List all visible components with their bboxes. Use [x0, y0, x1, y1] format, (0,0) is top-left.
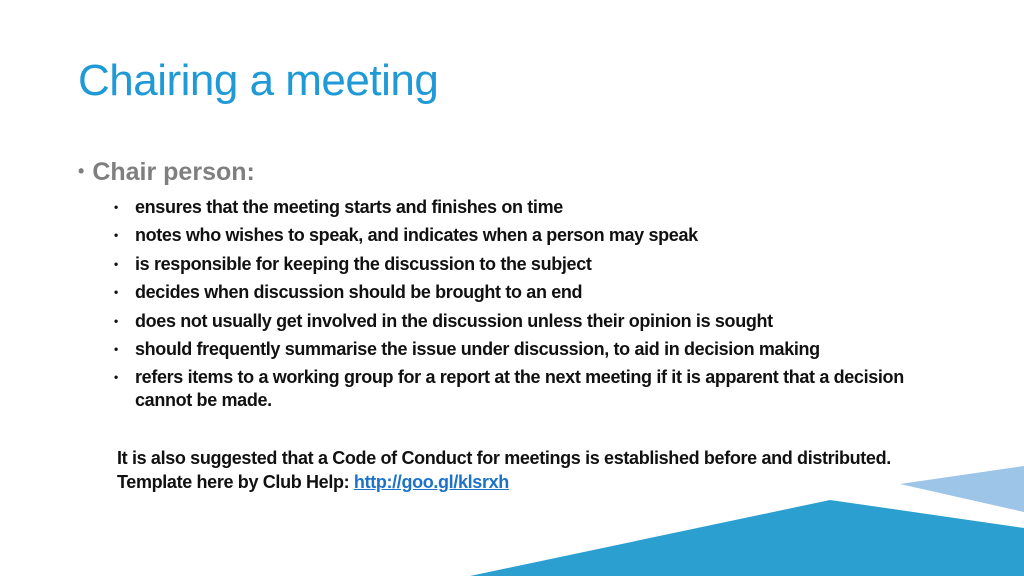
list-item	[114, 338, 934, 361]
bullet-icon: •	[114, 256, 118, 271]
light-blue-wedge	[900, 466, 1024, 512]
list-item-text: notes who wishes to speak, and indicates when a person may speak	[135, 225, 698, 246]
list-item-text: does not usually get involved in the discussion unless their opinion is sought	[135, 310, 773, 331]
note-text: It is also suggested that a Code of Conduct for meetings is established before and distributed. Template here by Club Help:	[117, 448, 891, 492]
list-item	[114, 310, 934, 333]
list-item-text: refers items to a working group for a report at the next meeting if it is apparent that a decision cannot be made.	[135, 367, 904, 411]
dark-blue-wedge	[470, 500, 1024, 576]
bullet-icon: •	[114, 341, 118, 356]
code-of-conduct-note	[117, 446, 917, 494]
list-item	[114, 196, 934, 219]
bullet-icon: •	[114, 285, 118, 300]
slide-title: Chairing a meeting	[78, 56, 439, 105]
club-help-link[interactable]: http://goo.gl/klsrxh	[353, 472, 509, 492]
list-item-text: decides when discussion should be brought to an end	[135, 282, 583, 303]
chair-person-heading	[78, 158, 255, 187]
list-item	[114, 224, 934, 247]
list-item	[114, 366, 934, 412]
list-item-text: ensures that the meeting starts and finishes on time	[135, 197, 563, 217]
bullet-icon: •	[114, 200, 118, 214]
duties-list	[114, 196, 934, 418]
bullet-icon: •	[114, 228, 118, 243]
bullet-icon: •	[114, 370, 118, 385]
bullet-icon: •	[78, 161, 85, 181]
bullet-icon: •	[114, 313, 118, 328]
heading-text: Chair person:	[92, 158, 255, 186]
list-item-text: is responsible for keeping the discussion to the subject	[135, 253, 592, 274]
list-item	[114, 281, 934, 304]
list-item-text: should frequently summarise the issue under discussion, to aid in decision making	[135, 338, 820, 359]
list-item	[114, 253, 934, 276]
